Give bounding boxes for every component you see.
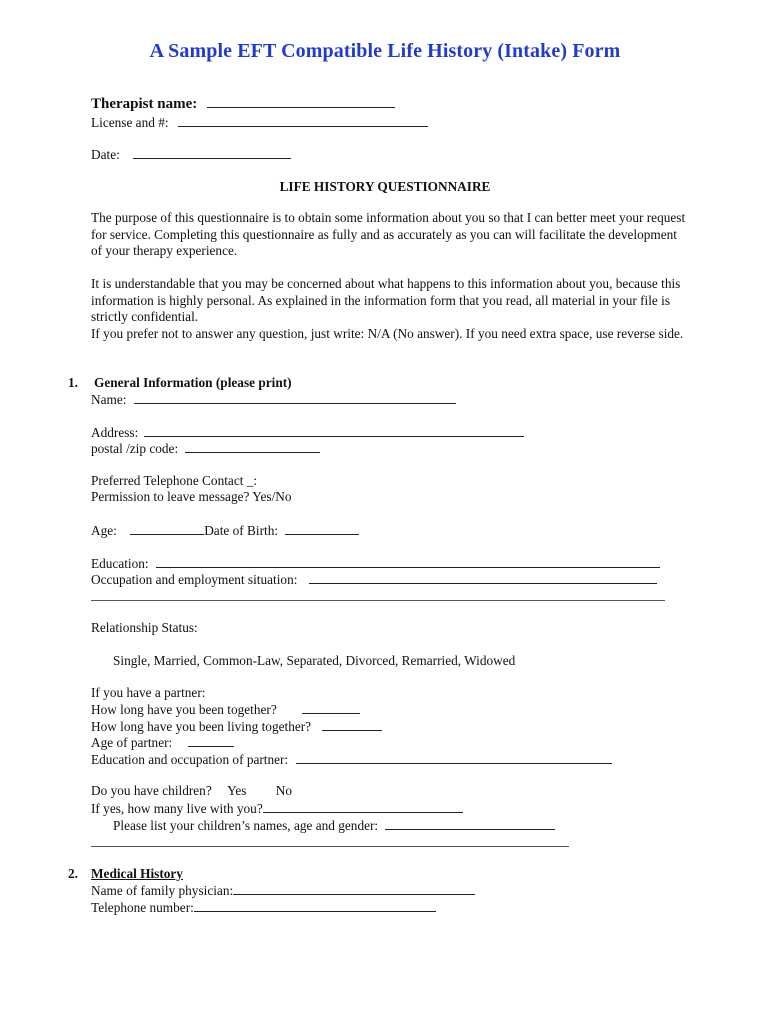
- together-field[interactable]: [302, 701, 360, 714]
- license-field[interactable]: [178, 114, 428, 127]
- no-answer-paragraph: If you prefer not to answer any question, just write: N/A (No answer). If you need extra space, use reverse side.: [91, 326, 684, 341]
- children-extra-line[interactable]: [91, 846, 569, 847]
- together-label: How long have you been together?: [91, 702, 277, 717]
- telephone-field[interactable]: [194, 899, 436, 912]
- license-label: License and #:: [91, 115, 169, 130]
- license-row: [91, 114, 428, 131]
- occupation-label: Occupation and employment situation:: [91, 572, 298, 587]
- therapist-name-field[interactable]: [207, 95, 395, 108]
- children-list-field[interactable]: [385, 817, 555, 830]
- therapist-name-label: Therapist name:: [91, 96, 198, 112]
- therapist-name-row: [91, 95, 395, 112]
- telephone-label: Telephone number:: [91, 900, 194, 915]
- section1-heading: General Information (please print): [94, 375, 292, 390]
- education-label: Education:: [91, 556, 149, 571]
- form-title: A Sample EFT Compatible Life History (Intake) Form: [149, 40, 621, 62]
- occupation-field[interactable]: [309, 571, 657, 584]
- occupation-row: [91, 571, 657, 588]
- children-yes-option[interactable]: Yes: [227, 783, 247, 798]
- relationship-label: Relationship Status:: [91, 620, 198, 635]
- physician-field[interactable]: [233, 882, 475, 895]
- name-row: [91, 391, 456, 408]
- dob-label: Date of Birth:: [204, 523, 279, 538]
- permission-label: Permission to leave message? Yes/No: [91, 489, 292, 504]
- postal-label: postal /zip code:: [91, 441, 179, 456]
- children-no-option[interactable]: No: [275, 783, 293, 798]
- children-list-row: [113, 817, 555, 834]
- living-row: [91, 718, 382, 735]
- live-with-row: [91, 800, 463, 817]
- education-row: [91, 555, 660, 572]
- date-row: [91, 146, 291, 163]
- live-with-field[interactable]: [263, 800, 463, 813]
- date-label: Date:: [91, 147, 120, 162]
- partner-edu-label: Education and occupation of partner:: [91, 752, 289, 767]
- questionnaire-heading: LIFE HISTORY QUESTIONNAIRE: [279, 179, 491, 194]
- purpose-paragraph: The purpose of this questionnaire is to obtain some information about you so that I can better meet your request for service. Completing this questionnaire as fully and as accurately as you can will facilitate the development of your therapy experience.: [91, 210, 686, 258]
- name-label: Name:: [91, 392, 127, 407]
- age-field[interactable]: [130, 522, 204, 535]
- physician-label: Name of family physician:: [91, 883, 234, 898]
- address-label: Address:: [91, 425, 139, 440]
- phone-label: Preferred Telephone Contact _:: [91, 473, 258, 488]
- education-field[interactable]: [156, 555, 660, 568]
- postal-row: [91, 440, 320, 457]
- live-with-label: If yes, how many live with you?: [91, 801, 263, 816]
- partner-edu-row: [91, 751, 612, 768]
- partner-age-label: Age of partner:: [91, 735, 173, 750]
- partner-age-row: [91, 734, 234, 751]
- name-field[interactable]: [134, 391, 456, 404]
- age-dob-row: [91, 522, 359, 539]
- partner-age-field[interactable]: [188, 734, 234, 747]
- children-row: [91, 783, 292, 799]
- partner-edu-field[interactable]: [296, 751, 612, 764]
- address-row: [91, 424, 524, 441]
- living-label: How long have you been living together?: [91, 719, 312, 734]
- children-list-label: Please list your children’s names, age and gender:: [113, 818, 379, 833]
- occupation-extra-line[interactable]: [91, 600, 665, 601]
- relationship-options: Single, Married, Common-Law, Separated, Divorced, Remarried, Widowed: [113, 653, 516, 668]
- section2-number: 2.: [68, 866, 78, 881]
- together-row: [91, 701, 360, 718]
- postal-field[interactable]: [185, 440, 320, 453]
- confidentiality-paragraph: It is understandable that you may be concerned about what happens to this information about you, because this information is highly personal. As explained in the information form that you read, all material in your file is strictly confidential.: [91, 276, 681, 324]
- telephone-row: [91, 899, 436, 916]
- address-field[interactable]: [144, 424, 524, 437]
- section2-heading: Medical History: [91, 866, 183, 881]
- partner-label: If you have a partner:: [91, 685, 206, 700]
- dob-field[interactable]: [285, 522, 359, 535]
- age-label: Age:: [91, 523, 117, 538]
- children-label: Do you have children?: [91, 783, 212, 798]
- date-field[interactable]: [133, 146, 291, 159]
- physician-row: [91, 882, 475, 899]
- section1-number: 1.: [68, 375, 78, 390]
- living-field[interactable]: [322, 718, 382, 731]
